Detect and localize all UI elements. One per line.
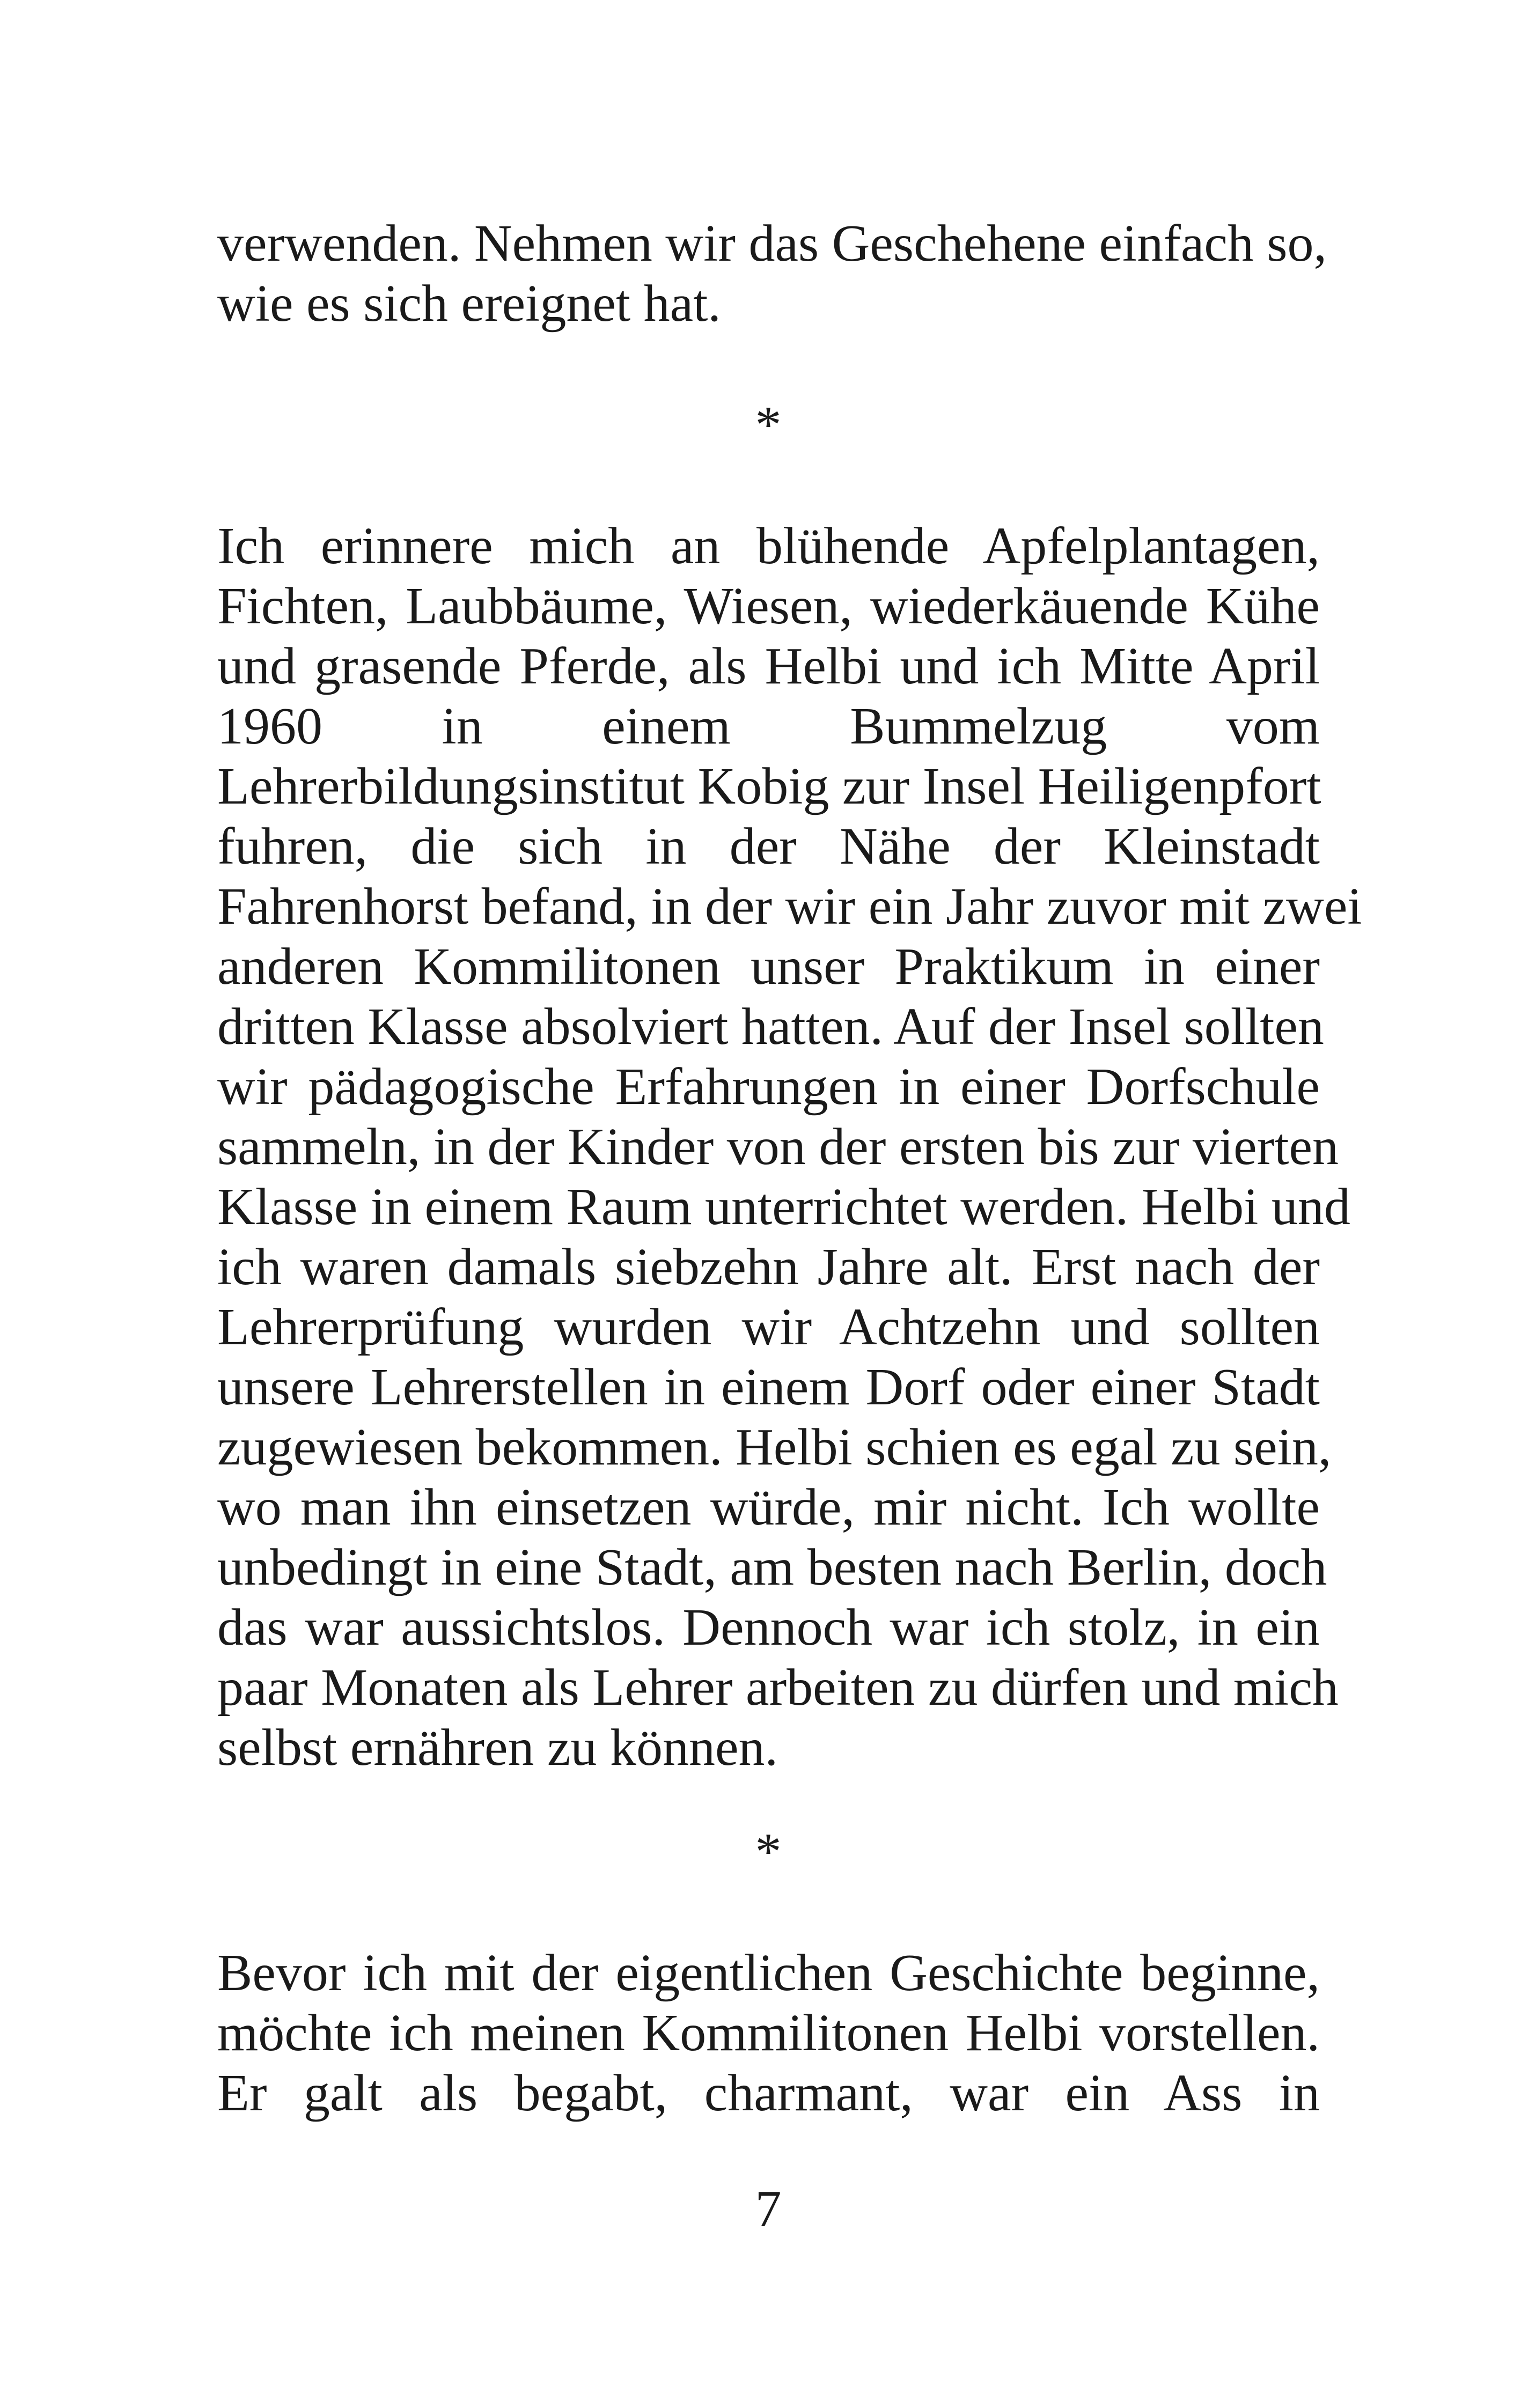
text-line: wo man ihn einsetzen würde, mir nicht. Ich wollte	[217, 1478, 1320, 1536]
text-line: sammeln, in der Kinder von der ersten bis zur vierten	[217, 1118, 1339, 1176]
text-line: Klasse in einem Raum unterrichtet werden. Helbi und	[217, 1178, 1350, 1236]
section-separator: *	[755, 396, 782, 454]
text-line: paar Monaten als Lehrer arbeiten zu dürfen und mich	[217, 1659, 1339, 1717]
text-line: und grasende Pferde, als Helbi und ich Mitte April	[217, 637, 1320, 695]
text-line: Lehrerprüfung wurden wir Achtzehn und sollten	[217, 1298, 1320, 1356]
text-line: möchte ich meinen Kommilitonen Helbi vorstellen.	[217, 2004, 1320, 2062]
text-line: das war aussichtslos. Dennoch war ich stolz, in ein	[217, 1599, 1320, 1656]
text-line: unbedingt in eine Stadt, am besten nach Berlin, doch	[217, 1538, 1327, 1596]
text-line: unsere Lehrerstellen in einem Dorf oder einer Stadt	[217, 1358, 1320, 1416]
text-line: Ich erinnere mich an blühende Apfelplantagen,	[217, 517, 1320, 575]
text-line: wir pädagogische Erfahrungen in einer Dorfschule	[217, 1058, 1320, 1116]
text-line: Lehrerbildungsinstitut Kobig zur Insel Heiligenpfort	[217, 757, 1321, 815]
text-line: Bevor ich mit der eigentlichen Geschichte beginne,	[217, 1944, 1320, 2002]
text-line: wie es sich ereignet hat.	[217, 275, 721, 333]
page-number: 7	[755, 2180, 782, 2238]
text-line: dritten Klasse absolviert hatten. Auf der Insel sollten	[217, 998, 1324, 1056]
text-line: ich waren damals siebzehn Jahre alt. Erst nach der	[217, 1238, 1320, 1296]
text-line: verwenden. Nehmen wir das Geschehene einfach so,	[217, 215, 1327, 273]
text-line: Fichten, Laubbäume, Wiesen, wiederkäuende Kühe	[217, 577, 1320, 635]
text-line: Fahrenhorst befand, in der wir ein Jahr zuvor mit zwei	[217, 878, 1362, 936]
text-line: fuhren, die sich in der Nähe der Kleinstadt	[217, 818, 1320, 875]
text-line: selbst ernähren zu können.	[217, 1719, 778, 1777]
text-line: zugewiesen bekommen. Helbi schien es egal zu sein,	[217, 1418, 1332, 1476]
text-line: Er galt als begabt, charmant, war ein Ass in	[217, 2064, 1320, 2122]
text-line: anderen Kommilitonen unser Praktikum in einer	[217, 938, 1320, 996]
text-line: 1960 in einem Bummelzug vom	[217, 697, 1320, 755]
section-separator: *	[755, 1823, 782, 1881]
